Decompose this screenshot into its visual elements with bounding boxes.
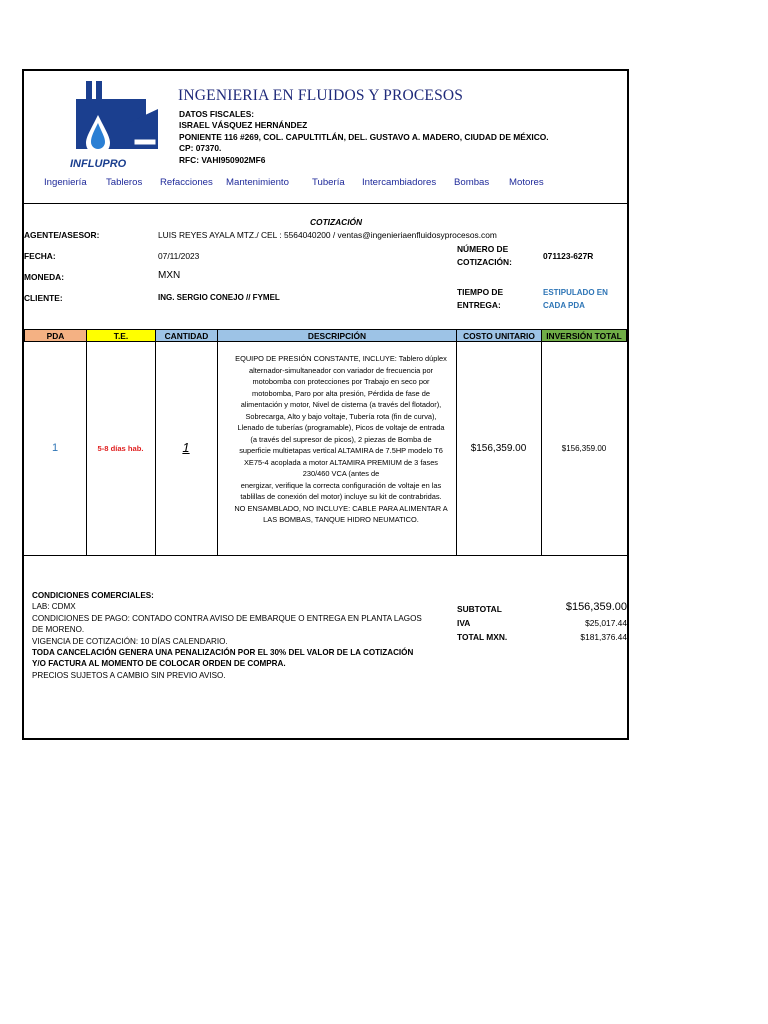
header-divider: [24, 203, 627, 204]
col-header-pda: PDA: [24, 329, 87, 342]
row-pda: 1: [51, 442, 59, 454]
table-bottom-border: [24, 555, 627, 556]
company-name: INGENIERIA EN FLUIDOS Y PROCESOS: [178, 87, 464, 104]
column-divider: [217, 342, 218, 556]
condition-line: VIGENCIA DE COTIZACIÓN: 10 DÍAS CALENDARIO.: [32, 636, 228, 646]
condition-line: CONDICIONES COMERCIALES:: [32, 591, 154, 600]
quote-number-label-line: COTIZACIÓN:: [457, 257, 512, 267]
row-quantity: 1: [182, 440, 190, 455]
date-label: FECHA:: [24, 251, 56, 261]
condition-line: DE MORENO.: [32, 625, 85, 635]
quote-title: COTIZACIÓN: [310, 217, 363, 227]
logo-wordmark: INFLUPRO: [70, 158, 127, 170]
nav-link-ingenieria[interactable]: Ingeniería: [44, 177, 87, 188]
agent-value: LUIS REYES AYALA MTZ./ CEL : 5564040200 / ventas@ingenieriaenfluidosyprocesos.com: [158, 230, 497, 240]
col-header-te: T.E.: [86, 329, 156, 342]
nav-link-bombas[interactable]: Bombas: [454, 177, 490, 188]
condition-line: PRECIOS SUJETOS A CAMBIO SIN PREVIO AVISO.: [32, 670, 226, 680]
nav-link-intercambiadores[interactable]: Intercambiadores: [362, 177, 437, 188]
description-line: Sobrecarga, Alto y bajo voltaje, Tubería rota (fin de curva),: [245, 411, 437, 421]
row-unit-cost: $156,359.00: [470, 443, 527, 454]
row-total: $156,359.00: [561, 444, 607, 453]
table-header: [24, 329, 627, 342]
delivery-value-line: ESTIPULADO EN: [543, 288, 608, 297]
col-header-quantity: CANTIDAD: [155, 329, 218, 342]
currency-label: MONEDA:: [24, 272, 65, 282]
description-line: alimentación y motor, Nivel de cisterna (a través del flotador),: [240, 400, 442, 409]
condition-line: CONDICIONES DE PAGO: CONTADO CONTRA AVISO DE EMBARQUE O ENTREGA EN PLANTA LAGOS: [32, 613, 422, 623]
nav-link-mantenimiento[interactable]: Mantenimiento: [226, 177, 289, 188]
nav-link-refacciones[interactable]: Refacciones: [160, 177, 213, 188]
delivery-value: [543, 286, 608, 312]
fiscal-line: DATOS FISCALES:: [179, 109, 255, 119]
fiscal-line: CP: 07370.: [179, 143, 222, 154]
description-line: tablillas de conexión del motor) incluye su kit de contrabridas.: [240, 492, 442, 501]
condition-line: Y/O FACTURA AL MOMENTO DE COLOCAR ORDEN DE COMPRA.: [32, 659, 286, 669]
fiscal-line: PONIENTE 116 #269, COL. CAPULTITLÁN, DEL. GUSTAVO A. MADERO, CIUDAD DE MÉXICO.: [179, 131, 549, 142]
description-line: 230/460 VCA (antes de: [302, 469, 380, 478]
condition-line: LAB: CDMX: [32, 602, 76, 612]
currency-value: MXN: [158, 270, 181, 281]
delivery-label-line: ENTREGA:: [457, 300, 501, 310]
description-line: EQUIPO DE PRESIÓN CONSTANTE, INCLUYE: Tablero dúplex: [235, 354, 447, 363]
client-label: CLIENTE:: [24, 293, 63, 303]
fiscal-line: ISRAEL VÁSQUEZ HERNÁNDEZ: [179, 120, 308, 131]
iva-value: $25,017.44: [585, 618, 627, 628]
quote-number-label-line: NÚMERO DE: [457, 244, 509, 254]
client-value: ING. SERGIO CONEJO // FYMEL: [158, 293, 280, 302]
description-line: LAS BOMBAS, TANQUE HIDRO NEUMATICO.: [263, 515, 419, 524]
fiscal-data: [179, 109, 549, 166]
total-value: $181,376.44: [580, 632, 627, 642]
col-header-unit-cost: COSTO UNITARIO: [456, 329, 542, 342]
description-line: alternador-simultaneador con variador de frecuencia por: [248, 365, 434, 375]
row-delivery-time: 5-8 días hab.: [97, 444, 144, 453]
quotation-sheet: [22, 69, 629, 740]
description-line: motobomba con protecciones por Trabajo en seco por: [252, 377, 430, 386]
company-logo: [68, 79, 164, 171]
commercial-conditions: [32, 590, 452, 681]
col-header-total: INVERSIÓN TOTAL: [541, 329, 627, 342]
subtotal-value: $156,359.00: [565, 601, 627, 613]
condition-line: TODA CANCELACIÓN GENERA UNA PENALIZACIÓN POR EL 30% DEL VALOR DE LA COTIZACIÓN: [32, 648, 414, 658]
fiscal-line: RFC: VAHI950902MF6: [179, 154, 266, 165]
agent-label: AGENTE/ASESOR:: [24, 230, 100, 240]
delivery-value-line: CADA PDA: [543, 301, 585, 310]
row-description: [221, 353, 461, 526]
delivery-label: [457, 286, 503, 312]
subtotal-label: SUBTOTAL: [457, 604, 502, 614]
description-line: superficie multietapas vertical ALTAMIRA de 7.5HP modelo T6: [239, 446, 443, 455]
description-line: XE75-4 acoplada a motor ALTAMIRA PREMIUM de 3 fases: [243, 457, 439, 467]
date-value: 07/11/2023: [158, 251, 200, 261]
description-line: Llenado de tuberías (programable), Picos de voltaje de entrada: [237, 423, 445, 432]
nav-link-tableros[interactable]: Tableros: [106, 177, 143, 188]
col-header-description: DESCRIPCIÓN: [217, 329, 457, 342]
nav-link-tuberia[interactable]: Tubería: [312, 177, 345, 188]
description-line: (a través del supresor de picos), 2 piezas de Bomba de: [250, 434, 432, 444]
description-line: energizar, verifique la correcta configuración de voltaje en las: [240, 480, 442, 490]
description-line: motobomba, Paro por alta presión, Pérdida de fase de: [252, 388, 430, 398]
nav-link-motores[interactable]: Motores: [509, 177, 544, 188]
total-label: TOTAL MXN.: [457, 632, 508, 642]
iva-label: IVA: [457, 618, 471, 628]
description-line: NO ENSAMBLADO, NO INCLUYE: CABLE PARA ALIMENTAR A: [234, 503, 448, 513]
quote-number-label: [457, 243, 512, 269]
quote-number-value: 071123-627R: [543, 251, 594, 261]
delivery-label-line: TIEMPO DE: [457, 287, 504, 297]
